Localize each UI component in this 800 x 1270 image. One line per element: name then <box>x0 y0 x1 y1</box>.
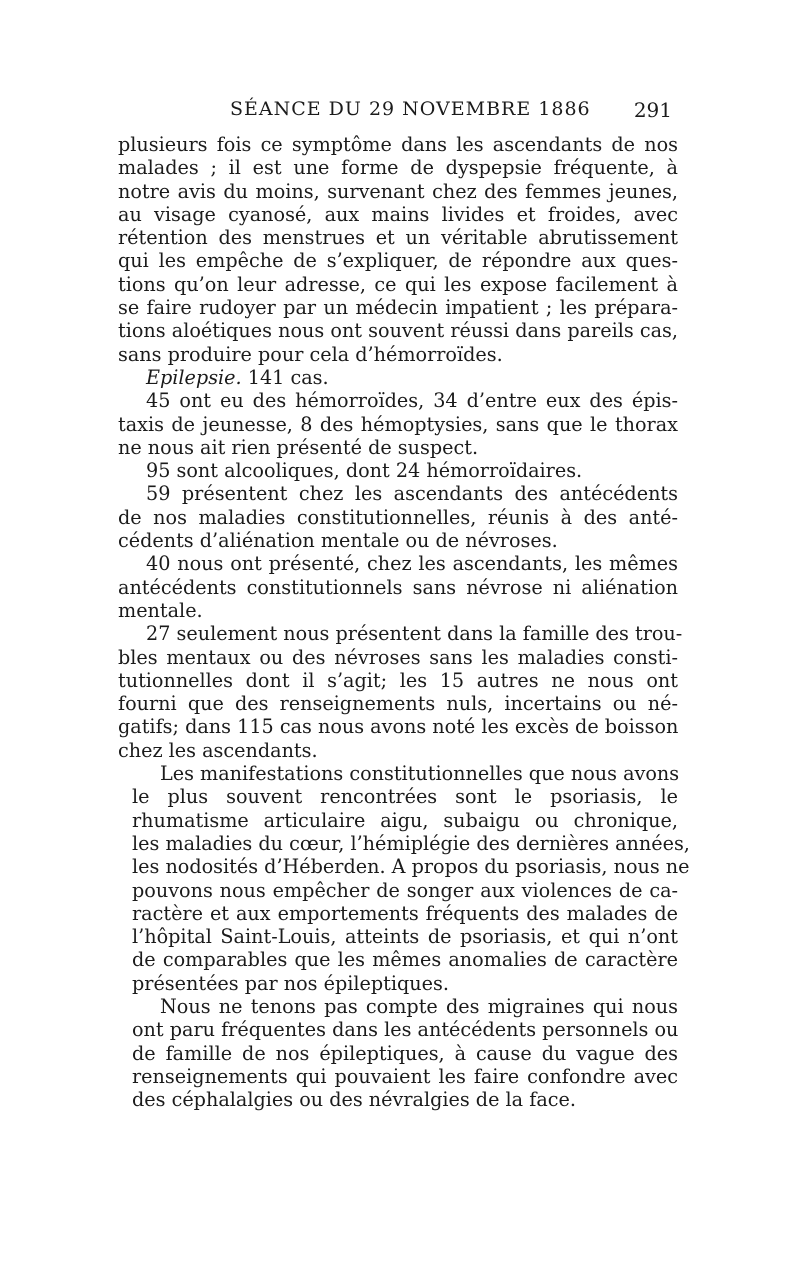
text-line: gatifs; dans 115 cas nous avons noté les excès de boisson <box>118 715 679 739</box>
text-line: se faire rudoyer par un médecin impatient ; les prépara- <box>118 296 678 320</box>
text-line: Les manifestations constitutionnelles que nous avons <box>160 762 680 786</box>
text-line: pouvons nous empêcher de songer aux violences de ca- <box>132 878 678 902</box>
text-line: des céphalalgies ou des névralgies de la face. <box>132 1088 576 1112</box>
text-line: de nos maladies constitutionnelles, réunis à des anté- <box>118 505 678 529</box>
body-text <box>118 133 690 1112</box>
paragraph-manifestations <box>118 762 690 1112</box>
text-line: 45 ont eu des hémorroïdes, 34 d’entre eux des épis- <box>146 389 678 413</box>
text-line: tutionnelles dont il s’agit; les 15 autres ne nous ont <box>118 668 678 692</box>
text-line: de comparables que les mêmes anomalies de caractère <box>132 948 678 972</box>
epilepsie-heading: Epilepsie. <box>146 365 242 389</box>
text-line: ne nous ait rien présenté de suspect. <box>118 435 479 459</box>
text-line: fourni que des renseignements nuls, incertains ou né- <box>118 692 678 716</box>
text-line: sans produire pour cela d’hémorroïdes. <box>118 342 503 366</box>
text-line: le plus souvent rencontrées sont le psoriasis, le <box>132 785 678 809</box>
text-line: de famille de nos épileptiques, à cause du vague des <box>132 1041 678 1065</box>
text-line: Nous ne tenons pas compte des migraines qui nous <box>160 994 678 1018</box>
page-header <box>118 98 678 126</box>
text-line: renseignements qui pouvaient les faire confondre avec <box>132 1064 678 1088</box>
text-line: l’hôpital Saint-Louis, atteints de psoriasis, et qui n’ont <box>132 925 678 949</box>
text-line: cédents d’aliénation mentale ou de névroses. <box>118 529 558 553</box>
text-line: ont paru fréquentes dans les antécédents personnels ou <box>132 1018 679 1042</box>
text-line: mentale. <box>118 598 203 622</box>
text-line: les nodosités d’Héberden. A propos du psoriasis, nous ne <box>132 855 690 879</box>
text-line: au visage cyanosé, aux mains livides et froides, avec <box>118 202 678 226</box>
text-line: 40 nous ont présenté, chez les ascendants, les mêmes <box>146 552 678 576</box>
text-line: tions aloétiques nous ont souvent réussi dans pareils cas, <box>118 319 678 343</box>
text-line: chez les ascendants. <box>118 738 318 762</box>
epilepsie-line <box>118 366 678 389</box>
text-line: taxis de jeunesse, 8 des hémoptysies, sans que le thorax <box>118 412 678 436</box>
paragraph-dyspepsie <box>118 133 683 762</box>
text-line: 95 sont alcooliques, dont 24 hémorroïdaires. <box>146 459 583 483</box>
text-line: notre avis du moins, survenant chez des femmes jeunes, <box>118 179 678 203</box>
text-line: bles mentaux ou des névroses sans les maladies consti- <box>118 645 678 669</box>
text-line: 59 présentent chez les ascendants des antécédents <box>146 482 678 506</box>
text-line: rétention des menstrues et un véritable abrutissement <box>118 226 678 250</box>
text-line: plusieurs fois ce symptôme dans les ascendants de nos <box>118 133 678 156</box>
text-line: malades ; il est une forme de dyspepsie fréquente, à <box>118 156 678 180</box>
text-line: ractère et aux emportements fréquents des malades de <box>132 901 678 925</box>
text-line: antécédents constitutionnels sans névrose ni aliénation <box>118 575 678 599</box>
text-line: présentées par nos épileptiques. <box>132 971 449 995</box>
text-line: tions qu’on leur adresse, ce qui les expose facilement à <box>118 272 678 296</box>
text-line: qui les empêche de s’expliquer, de répondre aux ques- <box>118 249 678 273</box>
text-line: 27 seulement nous présentent dans la famille des trou- <box>146 622 683 646</box>
running-head: SÉANCE DU 29 NOVEMBRE 1886 <box>230 98 591 120</box>
epilepsie-count: 141 cas. <box>247 365 329 389</box>
page-number: 291 <box>633 98 672 122</box>
text-line: les maladies du cœur, l’hémiplégie des dernières années, <box>132 831 690 855</box>
text-line: rhumatisme articulaire aigu, subaigu ou chronique, <box>132 808 678 832</box>
